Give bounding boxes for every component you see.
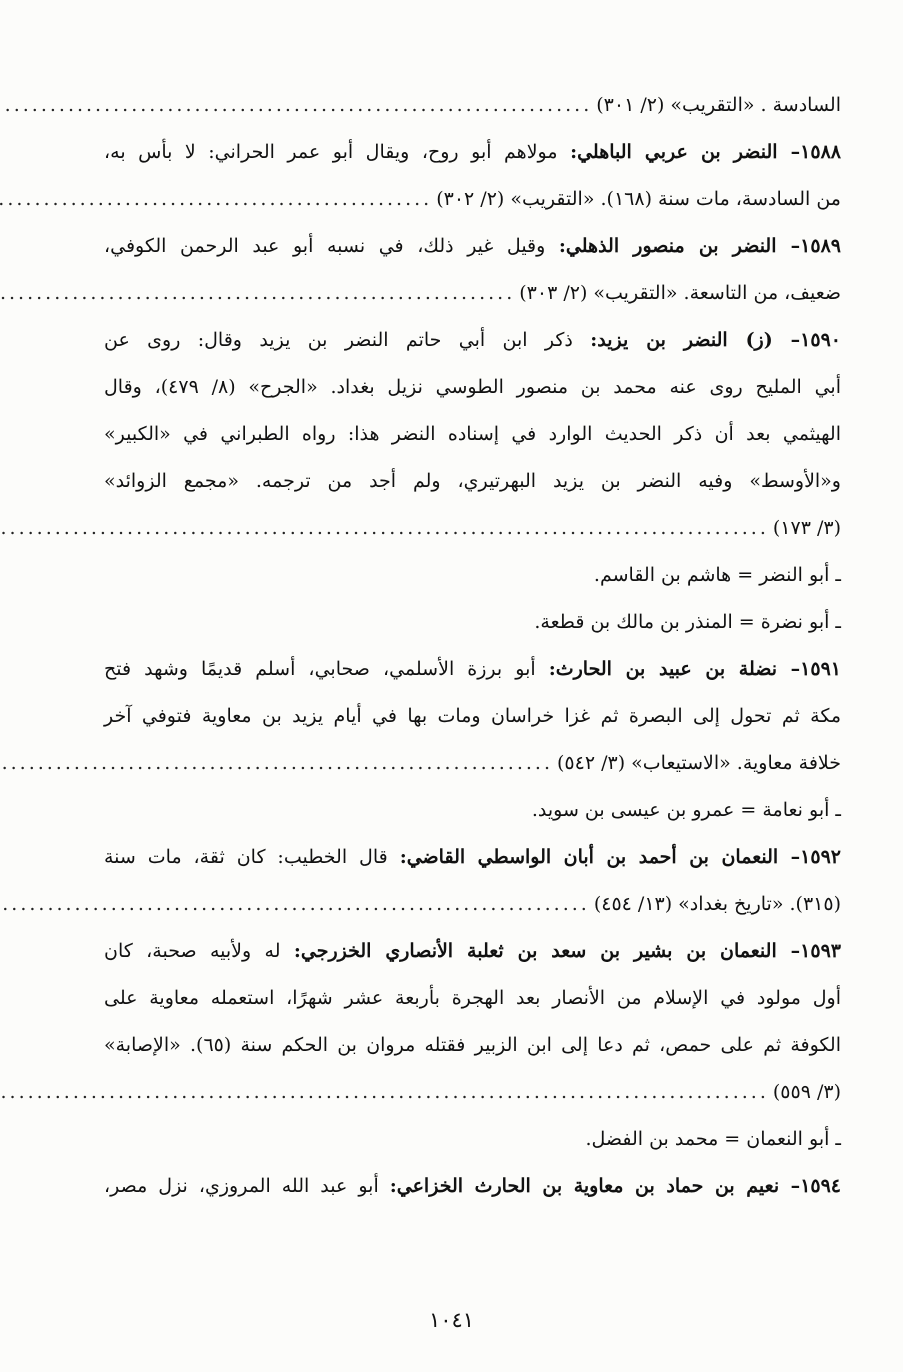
entry-line	[104, 364, 841, 411]
entry-text: من السادسة، مات سنة (١٦٨). «التقريب» (٢/ ٣٠٢)	[436, 188, 841, 210]
entry-closing-line	[104, 270, 841, 317]
entry-text: (٣/ ١٧٣)	[772, 517, 841, 539]
biography-entry	[104, 317, 841, 552]
dot-leader	[0, 505, 773, 552]
biography-entry	[104, 834, 841, 928]
entry-line	[104, 646, 841, 693]
entry-line	[104, 975, 841, 1022]
entry-text: أبي المليح روى عنه محمد بن منصور الطوسي نزيل بغداد. «الجرح» (٨/ ٤٧٩)، وقال	[104, 376, 841, 398]
entry-closing-line	[104, 82, 841, 129]
cross-reference: ـ أبو نضرة = المنذر بن مالك بن قطعة.	[534, 611, 841, 633]
entry-line	[104, 693, 841, 740]
entry-line	[104, 1163, 841, 1210]
entry-text: الكوفة ثم على حمص، ثم دعا إلى ابن الزبير فقتله مروان بن الحكم سنة (٦٥). «الإصابة»	[104, 1034, 841, 1056]
entry-closing-line	[104, 740, 841, 787]
entry-text: السادسة . «التقريب» (٢/ ٣٠١)	[596, 94, 841, 116]
biography-entry	[104, 928, 841, 1116]
entry-heading: ١٥٨٩– النضر بن منصور الذهلي:	[558, 235, 841, 257]
entry-heading: ١٥٩٣– النعمان بن بشير بن سعد بن ثعلبة الأنصاري الخزرجي:	[293, 940, 841, 962]
entry-line	[104, 317, 841, 364]
dot-leader	[0, 881, 594, 928]
entry-heading: ١٥٩٢– النعمان بن أحمد بن أبان الواسطي القاضي:	[399, 846, 841, 868]
entry-line	[104, 928, 841, 975]
entry-closing-line	[104, 505, 841, 552]
entry-closing-line	[104, 176, 841, 223]
biography-entry	[104, 129, 841, 223]
dot-leader	[0, 270, 519, 317]
entry-text: قال الخطيب: كان ثقة، مات سنة	[104, 846, 388, 868]
page-number: ١٠٤١	[428, 1308, 475, 1332]
entry-text: (٣/ ٥٥٩)	[772, 1081, 841, 1103]
cross-reference: ـ أبو نعامة = عمرو بن عيسى بن سويد.	[531, 799, 841, 821]
biography-entry	[104, 1163, 841, 1210]
entry-text: له ولأبيه صحبة، كان	[104, 940, 281, 962]
entry-line	[104, 129, 841, 176]
entry-closing-line	[104, 1069, 841, 1116]
entry-line	[104, 411, 841, 458]
entry-text: خلافة معاوية. «الاستيعاب» (٣/ ٥٤٢)	[556, 752, 841, 774]
entry-text: أبو عبد الله المروزي، نزل مصر،	[104, 1175, 379, 1197]
entry-line	[104, 1022, 841, 1069]
biography-entry	[104, 223, 841, 317]
entry-heading: ١٥٩٤– نعيم بن حماد بن معاوية بن الحارث الخزاعي:	[389, 1175, 842, 1197]
page-body	[104, 82, 841, 1210]
biography-entry	[104, 82, 841, 129]
dot-leader	[0, 176, 436, 223]
biography-entry	[104, 646, 841, 787]
dot-leader	[0, 740, 557, 787]
entry-heading: ١٥٨٨– النضر بن عربي الباهلي:	[570, 141, 841, 163]
cross-reference: ـ أبو النعمان = محمد بن الفضل.	[585, 1128, 841, 1150]
entry-heading: ١٥٩٠– (ز) النضر بن يزيد:	[590, 329, 841, 351]
entry-text: الهيثمي بعد أن ذكر الحديث الوارد في إسناده النضر هذا: رواه الطبراني في «الكبير»	[104, 423, 841, 445]
dot-leader	[0, 82, 596, 129]
entry-text: (٣١٥). «تاريخ بغداد» (١٣/ ٤٥٤)	[593, 893, 841, 915]
entry-closing-line	[104, 881, 841, 928]
entry-heading: ١٥٩١– نضلة بن عبيد بن الحارث:	[548, 658, 841, 680]
entry-text: ضعيف، من التاسعة. «التقريب» (٢/ ٣٠٣)	[519, 282, 841, 304]
entry-text: مولاهم أبو روح، ويقال أبو عمر الحراني: لا بأس به،	[104, 141, 558, 163]
entry-text: و«الأوسط» وفيه النضر بن يزيد البهرتيري، ولم أجد من ترجمه. «مجمع الزوائد»	[104, 470, 841, 492]
entry-line	[104, 223, 841, 270]
entry-text: ذكر ابن أبي حاتم النضر بن يزيد وقال: روى عن	[104, 329, 573, 351]
entry-text: أول مولود في الإسلام من الأنصار بعد الهجرة بأربعة عشر شهرًا، استعمله معاوية على	[104, 987, 841, 1009]
entry-text: مكة ثم تحول إلى البصرة ثم غزا خراسان ومات بها في أيام يزيد بن معاوية فتوفي آخر	[104, 705, 841, 727]
entry-line	[104, 458, 841, 505]
cross-reference: ـ أبو النضر = هاشم بن القاسم.	[593, 564, 841, 586]
entry-line	[104, 834, 841, 881]
dot-leader	[0, 1069, 773, 1116]
entry-text: أبو برزة الأسلمي، صحابي، أسلم قديمًا وشهد فتح	[104, 658, 536, 680]
entry-text: وقيل غير ذلك، في نسبه أبو عبد الرحمن الكوفي،	[104, 235, 546, 257]
